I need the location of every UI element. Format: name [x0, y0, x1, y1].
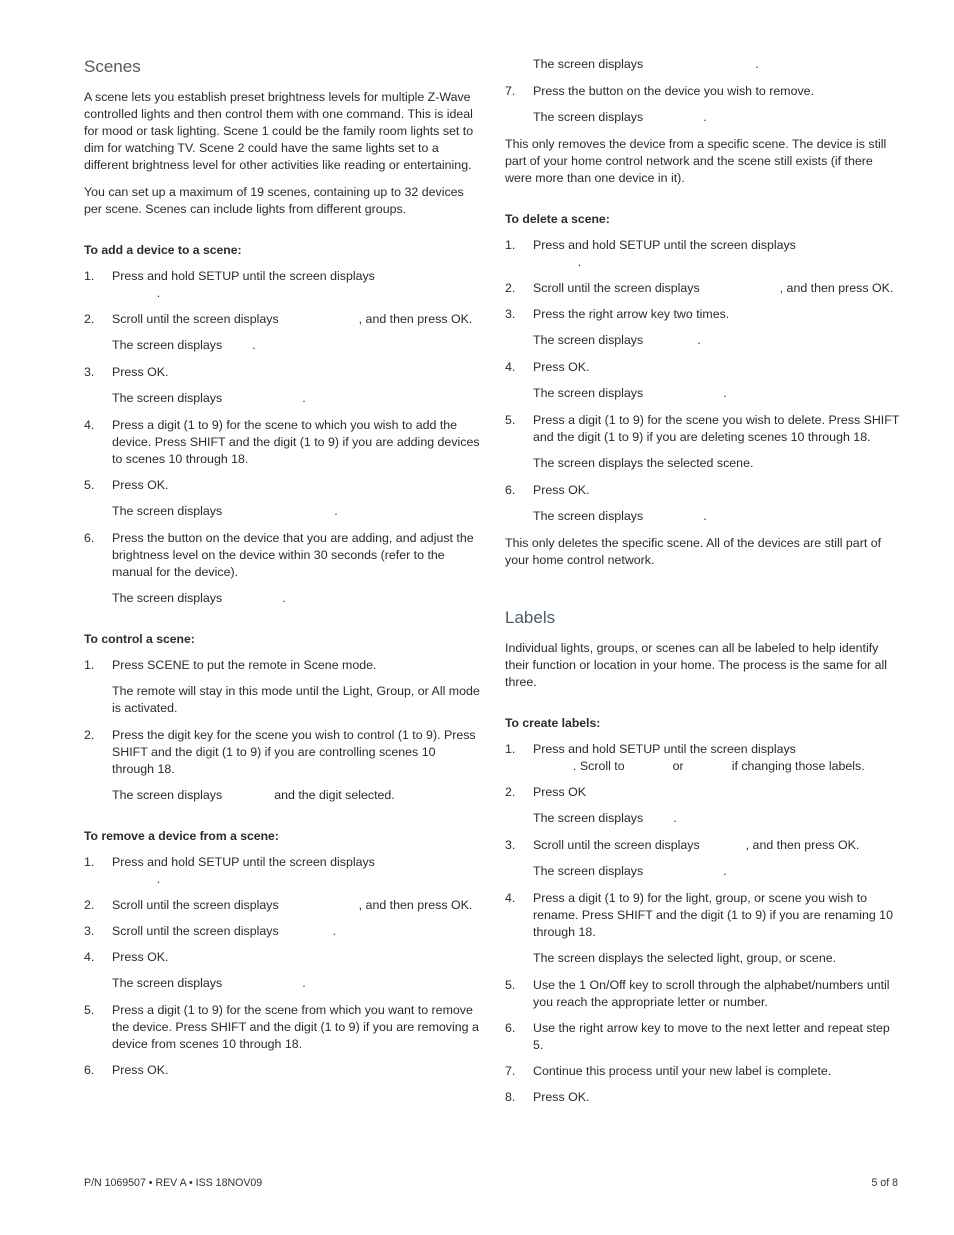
step-note: The screen displays the selected light, group, or scene.: [533, 951, 837, 965]
list-item: 6. Press the button on the device that you are adding, and adjust the brightness level on the device within 30 seconds (refer to the manual for the device).: [84, 531, 474, 579]
list-item: 2. Press OK: [505, 785, 587, 799]
list-item: 3. Scroll until the screen displays , and then press OK.: [505, 838, 860, 852]
add-device-subheading: To add a device to a scene:: [84, 243, 242, 257]
list-item: 6. Press OK.: [84, 1063, 169, 1077]
list-item: 4. Press OK.: [505, 360, 590, 374]
step-note: The remote will stay in this mode until the Light, Group, or All mode is activated.: [112, 684, 480, 715]
scenes-intro-paragraph: A scene lets you establish preset brightness levels for multiple Z-Wave controlled lights and then control them with one command. This is ideal for mood or task lighting. Scene 1 could be the family room lights set to dim for watching TV. Scene 2 could have the same lights set to a different brightness level for other activities like reading or entertaining.: [84, 90, 474, 172]
step-note: The screen displays .: [533, 386, 727, 400]
footer-part-number: P/N 1069507 • REV A • ISS 18NOV09: [84, 1177, 263, 1189]
step-note: The screen displays .: [112, 338, 256, 352]
right-column: [505, 56, 900, 1115]
scenes-limit-paragraph: You can set up a maximum of 19 scenes, containing up to 32 devices per scene. Scenes can include lights from different groups.: [84, 185, 464, 216]
control-scene-subheading: To control a scene:: [84, 632, 195, 646]
list-item: 2. Press the digit key for the scene you wish to control (1 to 9). Press SHIFT and the digit (1 to 9) if you are controlling scenes 10 through 18.: [84, 728, 476, 776]
step-note: The screen displays .: [112, 504, 338, 518]
list-item: 5. Press OK.: [84, 478, 169, 492]
list-item: 1. Press and hold SETUP until the screen displays .: [84, 855, 375, 886]
step-note: The screen displays .: [112, 976, 306, 990]
list-item: 1. Press and hold SETUP until the screen displays .: [84, 269, 375, 300]
step-note: The screen displays .: [533, 333, 701, 347]
list-item: 5. Press a digit (1 to 9) for the scene from which you want to remove the device. Press SHIFT and the digit (1 to 9) if you are removing a device from scenes 10 through 18.: [84, 1003, 479, 1051]
list-item: 6. Use the right arrow key to move to the next letter and repeat step 5.: [505, 1021, 890, 1052]
list-item: 7. Press the button on the device you wish to remove.: [505, 84, 815, 98]
step-note: The screen displays .: [533, 110, 707, 124]
list-item: 5. Use the 1 On/Off key to scroll through the alphabet/numbers until you reach the appropriate letter or number.: [505, 978, 890, 1009]
list-item: 6. Press OK.: [505, 483, 590, 497]
list-item: 2. Scroll until the screen displays , and then press OK.: [505, 281, 894, 295]
list-item: 3. Scroll until the screen displays .: [84, 924, 337, 938]
list-item: 7. Continue this process until your new label is complete.: [505, 1064, 832, 1078]
list-item: 8. Press OK.: [505, 1090, 590, 1104]
list-item: 1. Press and hold SETUP until the screen displays . Scroll to or if changing those labels.: [505, 742, 865, 773]
list-item: 4. Press a digit (1 to 9) for the light, group, or scene you wish to rename. Press SHIFT and the digit (1 to 9) if you are renaming 10 through 18.: [505, 891, 893, 939]
step-note: The screen displays .: [112, 591, 286, 605]
step-note: The screen displays .: [533, 811, 677, 825]
list-item: 4. Press a digit (1 to 9) for the scene to which you wish to add the device. Press SHIFT and the digit (1 to 9) if you are adding devices to scenes 10 through 18.: [84, 418, 480, 466]
create-labels-subheading: To create labels:: [505, 716, 601, 730]
step-note: The screen displays .: [112, 391, 306, 405]
labels-intro-paragraph: Individual lights, groups, or scenes can all be labeled to help identify their function or location in your home. The process is the same for all three.: [505, 641, 888, 689]
footer-page-number: 5 of 8: [871, 1177, 898, 1189]
list-item: 1. Press SCENE to put the remote in Scene mode.: [84, 658, 377, 672]
list-item: 2. Scroll until the screen displays , and then press OK.: [84, 898, 473, 912]
delete-scene-subheading: To delete a scene:: [505, 212, 610, 226]
step-note: The screen displays .: [533, 57, 759, 71]
list-item: 5. Press a digit (1 to 9) for the scene you wish to delete. Press SHIFT and the digit (1 to 9) if you are deleting scenes 10 through 18.: [505, 413, 900, 444]
left-column: [84, 56, 480, 1088]
list-item: 3. Press the right arrow key two times.: [505, 307, 730, 321]
labels-heading: Labels: [505, 608, 556, 627]
list-item: 4. Press OK.: [84, 950, 169, 964]
step-note: The screen displays .: [533, 864, 727, 878]
list-item: 3. Press OK.: [84, 365, 169, 379]
remove-note-paragraph: This only removes the device from a specific scene. The device is still part of your home control network and the scene still exists (if there were more than one device in it).: [505, 137, 887, 185]
step-note: The screen displays .: [533, 509, 707, 523]
scenes-heading: Scenes: [84, 57, 141, 76]
step-note: The screen displays and the digit selected.: [112, 788, 395, 802]
list-item: 1. Press and hold SETUP until the screen displays .: [505, 238, 796, 269]
delete-note-paragraph: This only deletes the specific scene. All of the devices are still part of your home control network.: [505, 536, 882, 567]
list-item: 2. Scroll until the screen displays , and then press OK.: [84, 312, 473, 326]
remove-device-subheading: To remove a device from a scene:: [84, 829, 279, 843]
step-note: The screen displays the selected scene.: [533, 456, 754, 470]
